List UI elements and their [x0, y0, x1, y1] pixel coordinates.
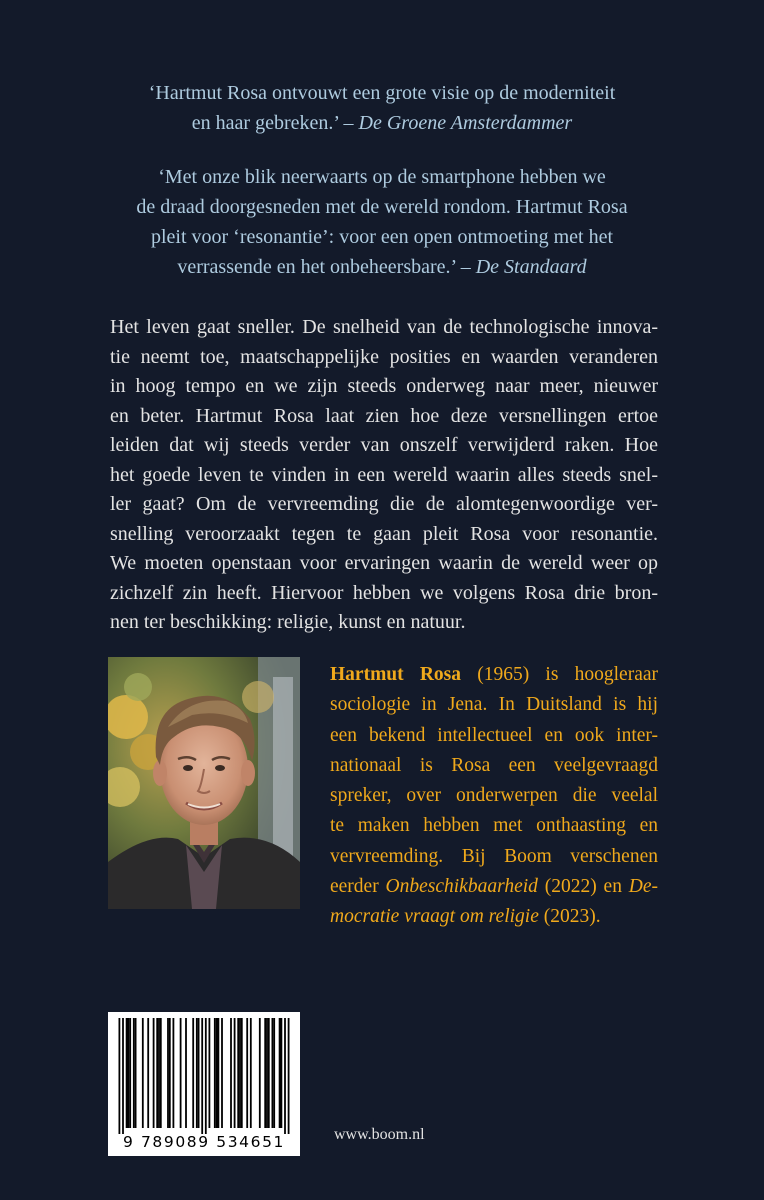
barcode-bar	[284, 1018, 286, 1134]
barcode-bar	[147, 1018, 149, 1128]
bio-line	[330, 902, 658, 932]
barcode-bar	[129, 1018, 131, 1128]
description-line: We moeten openstaan voor ervaringen waarin de wereld weer op	[110, 552, 658, 574]
barcode-bar	[167, 1018, 169, 1128]
description-line: het goede leven te vinden in een wereld waarin alles steeds snel-	[110, 463, 658, 486]
barcode-bar	[196, 1018, 198, 1128]
barcode-bar	[205, 1018, 207, 1134]
barcode-bar	[250, 1018, 252, 1128]
barcode-bar	[221, 1018, 223, 1128]
barcode-bar	[241, 1018, 243, 1128]
description-line: nen ter beschikking: religie, kunst en natuur.	[110, 611, 466, 633]
barcode-bar	[122, 1018, 124, 1134]
barcode-bar	[173, 1018, 175, 1128]
description-line: ler gaat? Om de vervreemding die de alomtegenwoordige ver-	[110, 493, 658, 515]
bio-line: vervreemding. Bij Boom verschenen	[330, 845, 658, 867]
barcode-bar	[169, 1018, 171, 1128]
description-line: leiden dat wij steeds verder van onszelf verwijderd raken. Hoe	[110, 434, 658, 456]
book-description	[110, 313, 658, 638]
barcode-bar	[198, 1018, 200, 1128]
bio-line: nationaal is Rosa een veelgevraagd	[330, 754, 658, 776]
description-line: tie neemt toe, maatschappelijke posities en waarden veranderen	[110, 345, 658, 368]
barcode-bar	[264, 1018, 266, 1128]
description-line: en beter. Hartmut Rosa laat zien hoe deze versnellingen ertoe	[110, 404, 658, 427]
barcode-bar	[158, 1018, 160, 1128]
description-line: zichzelf zin heeft. Hiervoor hebben we volgens Rosa drie bron-	[110, 581, 658, 604]
barcode-bar	[273, 1018, 275, 1128]
barcode-bar	[180, 1018, 182, 1128]
isbn-number: 9 789089 534651	[122, 1133, 286, 1151]
barcode-bar	[160, 1018, 162, 1128]
barcode-bar	[192, 1018, 194, 1128]
barcode-bar	[201, 1018, 203, 1134]
publisher-website: www.boom.nl	[334, 1126, 425, 1143]
barcode-bar	[237, 1018, 239, 1128]
barcode-bar	[185, 1018, 187, 1128]
bio-line	[330, 660, 658, 690]
bio-line: sociologie in Jena. In Duitsland is hij	[330, 694, 658, 716]
review-quote-standaard	[60, 162, 704, 282]
quote-text: verrassende en het onbeheersbare.’	[177, 256, 456, 278]
book-title: De-	[628, 876, 658, 898]
isbn-barcode	[108, 1012, 300, 1156]
bio-line: te maken hebben met onthaasting en	[330, 815, 658, 837]
barcode-bar	[272, 1018, 274, 1128]
description-line: Het leven gaat sneller. De snelheid van de technologische innova-	[110, 316, 658, 338]
quote-source: – De Groene Amsterdammer	[343, 112, 573, 134]
bio-text: eerder	[330, 876, 386, 898]
barcode-bar	[288, 1018, 290, 1134]
barcode-bar	[279, 1018, 281, 1128]
quote-line: de draad doorgesneden met de wereld rondom. Hartmut Rosa	[136, 196, 628, 218]
author-name: Hartmut Rosa	[330, 664, 462, 685]
quote-line	[60, 108, 704, 138]
barcode-bar	[214, 1018, 216, 1128]
book-title: Onbeschikbaarheid	[385, 876, 538, 898]
review-quote-groene	[60, 78, 704, 138]
barcode-bar	[209, 1018, 211, 1128]
author-photo	[108, 657, 300, 909]
barcode-bar	[135, 1018, 137, 1128]
quote-line: pleit voor ‘resonantie’: voor een open ontmoeting met het	[150, 226, 614, 248]
barcode-bar	[230, 1018, 232, 1128]
barcode-bar	[268, 1018, 270, 1128]
barcode-bar	[142, 1018, 144, 1128]
quote-line: ‘Met onze blik neerwaarts op de smartphone hebben we	[158, 166, 606, 188]
author-bio	[330, 660, 658, 933]
quote-source: – De Standaard	[460, 256, 587, 278]
barcode-bar	[266, 1018, 268, 1128]
barcode-bar	[153, 1018, 155, 1128]
quote-line: ‘Hartmut Rosa ontvouwt een grote visie op de moderniteit	[148, 82, 616, 104]
quote-text: en haar gebreken.’	[191, 112, 339, 134]
quote-line	[60, 252, 704, 282]
description-line: in hoog tempo en we zijn steeds onderweg naar meer, nieuwer	[110, 375, 658, 397]
barcode-bar	[234, 1018, 236, 1128]
barcode-bar	[119, 1018, 121, 1134]
barcode-bar	[218, 1018, 220, 1128]
bio-text: (1965) is hoogleraar	[461, 664, 658, 685]
bio-line: een bekend intellectueel en ook inter-	[330, 724, 658, 746]
bio-text: (2023).	[538, 906, 601, 928]
barcode-bar	[281, 1018, 283, 1128]
barcode-bar	[259, 1018, 261, 1128]
bio-line: spreker, over onderwerpen die veelal	[330, 785, 658, 807]
description-line: snelling veroorzaakt tegen te gaan pleit Rosa voor resonantie.	[110, 522, 658, 545]
barcode-bar	[156, 1018, 158, 1128]
author-portrait-graphic	[108, 657, 300, 909]
bio-text: (2022) en	[537, 876, 629, 898]
book-title: mocratie vraagt om religie	[330, 906, 539, 928]
barcode-bar	[128, 1018, 130, 1128]
barcode-bar	[216, 1018, 218, 1128]
barcode-bar	[246, 1018, 248, 1128]
bio-line	[330, 872, 658, 902]
barcode-bar	[126, 1018, 128, 1128]
barcode-bar	[133, 1018, 135, 1128]
barcode-bar	[239, 1018, 241, 1128]
